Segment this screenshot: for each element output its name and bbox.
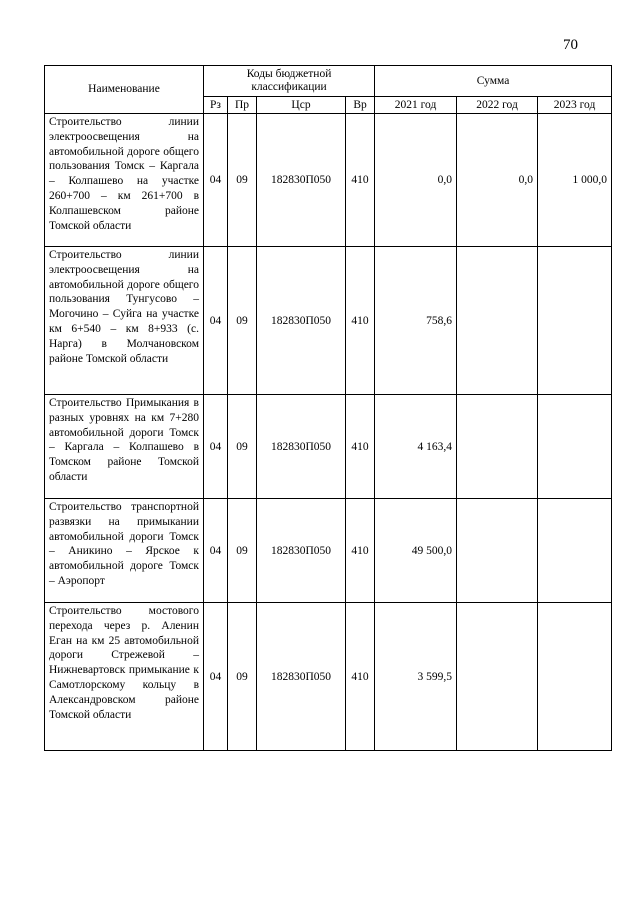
row-name: Строительство линии электроосвещения на автомобильной дороге общего пользования Томск – Каргала – Колпашево на участке 260+700 – км 261+700 в Колпашевском районе Томской области: [45, 114, 204, 247]
header-codes-group: Коды бюджетной классификации: [204, 66, 375, 97]
row-name: Строительство Примыкания в разных уровнях на км 7+280 автомобильной дороги Томск – Каргала – Колпашево в Томском районе Томской области: [45, 395, 204, 499]
row-rz: 04: [204, 499, 228, 603]
row-vr: 410: [346, 114, 375, 247]
row-2022: [457, 247, 538, 395]
row-2021: 49 500,0: [375, 499, 457, 603]
row-pr: 09: [228, 114, 257, 247]
header-2022: 2022 год: [457, 97, 538, 114]
table-row: [45, 395, 612, 499]
table-row: [45, 499, 612, 603]
row-name: Строительство линии электроосвещения на автомобильной дороге общего пользования Тунгусово – Могочино – Суйга на участке км 6+540 – км 8+933 (с. Нарга) в Молчановском районе Томской области: [45, 247, 204, 395]
header-pr: Пр: [228, 97, 257, 114]
row-rz: 04: [204, 603, 228, 751]
header-sum-group: Сумма: [375, 66, 612, 97]
header-2021: 2021 год: [375, 97, 457, 114]
row-name: Строительство мостового перехода через р. Аленин Еган на км 25 автомобильной дороги Стрежевой – Нижневартовск примыкание к Самотлорскому кольцу в Александровском районе Томской области: [45, 603, 204, 751]
row-csr: 182830П050: [257, 114, 346, 247]
row-pr: 09: [228, 247, 257, 395]
row-2021: 758,6: [375, 247, 457, 395]
row-vr: 410: [346, 247, 375, 395]
row-pr: 09: [228, 603, 257, 751]
header-2023: 2023 год: [538, 97, 612, 114]
row-rz: 04: [204, 247, 228, 395]
row-csr: 182830П050: [257, 247, 346, 395]
header-rz: Рз: [204, 97, 228, 114]
header-csr: Цср: [257, 97, 346, 114]
page-number: 70: [563, 37, 578, 53]
table-row: [45, 247, 612, 395]
row-2022: [457, 499, 538, 603]
row-2022: 0,0: [457, 114, 538, 247]
table-row: [45, 603, 612, 751]
row-vr: 410: [346, 603, 375, 751]
row-name: Строительство транспортной развязки на примыкании автомобильной дороги Томск – Аникино – Ярское к автомобильной дороге Томск – Аэропорт: [45, 499, 204, 603]
row-rz: 04: [204, 395, 228, 499]
row-vr: 410: [346, 395, 375, 499]
row-2023: [538, 247, 612, 395]
row-2023: [538, 603, 612, 751]
row-2022: [457, 395, 538, 499]
row-csr: 182830П050: [257, 499, 346, 603]
row-2021: 3 599,5: [375, 603, 457, 751]
row-vr: 410: [346, 499, 375, 603]
row-csr: 182830П050: [257, 395, 346, 499]
row-pr: 09: [228, 499, 257, 603]
row-2022: [457, 603, 538, 751]
row-2021: 4 163,4: [375, 395, 457, 499]
header-vr: Вр: [346, 97, 375, 114]
row-rz: 04: [204, 114, 228, 247]
row-csr: 182830П050: [257, 603, 346, 751]
row-2023: [538, 499, 612, 603]
row-2023: 1 000,0: [538, 114, 612, 247]
header-row-top: [45, 66, 612, 97]
budget-table: [44, 65, 612, 751]
header-name: Наименование: [45, 66, 204, 114]
row-2023: [538, 395, 612, 499]
table-row: [45, 114, 612, 247]
row-pr: 09: [228, 395, 257, 499]
row-2021: 0,0: [375, 114, 457, 247]
